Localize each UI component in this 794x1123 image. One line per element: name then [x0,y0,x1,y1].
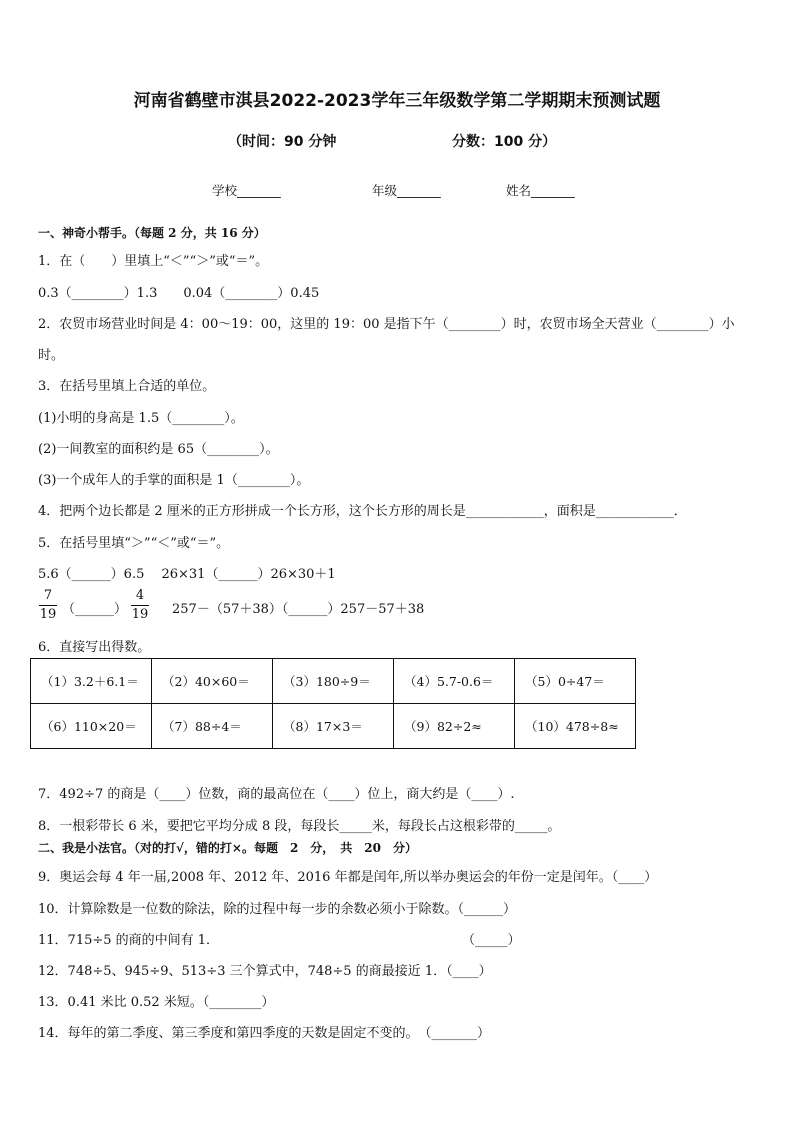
table-cell: （1）3.2＋6.1＝ [31,659,152,704]
question-7: 7．492÷7 的商是（____）位数，商的最高位在（____）位上，商大约是（____）. [38,787,515,802]
fraction-denominator: 19 [39,607,57,622]
question-2: 2．农贸市场营业时间是 4：00～19：00，这里的 19：00 是指下午（________）时，农贸市场全天营业（________）小 [38,317,735,332]
question-5-line2: 257－（57＋38）（______）257－57＋38 [172,602,425,617]
exam-score: 分数：100 分） [452,134,557,150]
page-title: 河南省鹤壁市淇县2022-2023学年三年级数学第二学期期末预测试题 [133,91,661,111]
section2-heading: 二、我是小法官。（对的打√，错的打×。每题 2 分， 共 20 分） [38,841,417,855]
table-cell: （3）180÷9＝ [273,659,394,704]
question-4: 4．把两个边长都是 2 厘米的正方形拼成一个长方形，这个长方形的周长是____________，面积是____________． [38,504,687,519]
question-5: 5．在括号里填“＞”“＜”或“＝”。 [38,536,230,551]
question-1-items: 0.3（________）1.3 0.04（________）0.45 [38,286,320,301]
school-field: 学校_______ [212,183,281,198]
table-cell: （10）478÷8≈ [515,704,636,749]
table-cell: （5）0÷47＝ [515,659,636,704]
table-cell: （8）17×3＝ [273,704,394,749]
question-12: 12．748÷5、945÷9、513÷3 三个算式中，748÷5 的商最接近 1．（____） [38,964,492,979]
table-cell: （6）110×20＝ [31,704,152,749]
question-10: 10．计算除数是一位数的除法，除的过程中每一步的余数必须小于除数。（______） [38,902,517,917]
question-5-blank: （______） [62,602,128,617]
table-cell: （4）5.7-0.6＝ [394,659,515,704]
question-3: 3．在括号里填上合适的单位。 [38,379,216,394]
question-3-3: (3)一个成年人的手掌的面积是 1（________）。 [38,473,310,488]
question-8: 8．一根彩带长 6 米，要把它平均分成 8 段，每段长_____米，每段长占这根彩带的_____。 [38,819,561,834]
question-5-line1: 5.6（______）6.5 26×31（______）26×30＋1 [38,567,336,582]
fraction-denominator: 19 [131,607,149,622]
question-3-1: (1)小明的身高是 1.5（________）。 [38,411,244,426]
grade-field: 年级_______ [372,183,441,198]
fraction-4-19 [131,588,149,623]
fraction-numerator: 4 [131,588,149,606]
table-cell: （9）82÷2≈ [394,704,515,749]
fraction-7-19 [39,588,57,623]
question-2-cont: 时。 [38,348,65,363]
fraction-numerator: 7 [39,588,57,606]
question-14: 14．每年的第二季度、第三季度和第四季度的天数是固定不变的。 （_______） [38,1026,491,1041]
section1-heading: 一、神奇小帮手。（每题 2 分，共 16 分） [38,226,266,240]
question-6: 6．直接写出得数。 [38,640,151,655]
question-11: 11．715÷5 的商的中间有 1． [38,933,220,948]
exam-time: （时间：90 分钟 [228,134,337,150]
question-3-2: (2)一间教室的面积约是 65（________）。 [38,442,279,457]
table-row [31,659,636,704]
table-row [31,704,636,749]
question-13: 13．0.41 米比 0.52 米短。（________） [38,995,275,1010]
name-field: 姓名_______ [506,183,575,198]
question-11-blank: （_____） [462,933,521,948]
question-9: 9．奥运会每 4 年一届,2008 年、2012 年、2016 年都是闰年,所以举办奥运会的年份一定是闰年。（____） [38,870,658,885]
table-cell: （7）88÷4＝ [152,704,273,749]
question-1: 1．在（ ）里填上“＜”“＞”或“＝”。 [38,254,269,269]
calculation-table [30,658,636,749]
table-cell: （2）40×60＝ [152,659,273,704]
